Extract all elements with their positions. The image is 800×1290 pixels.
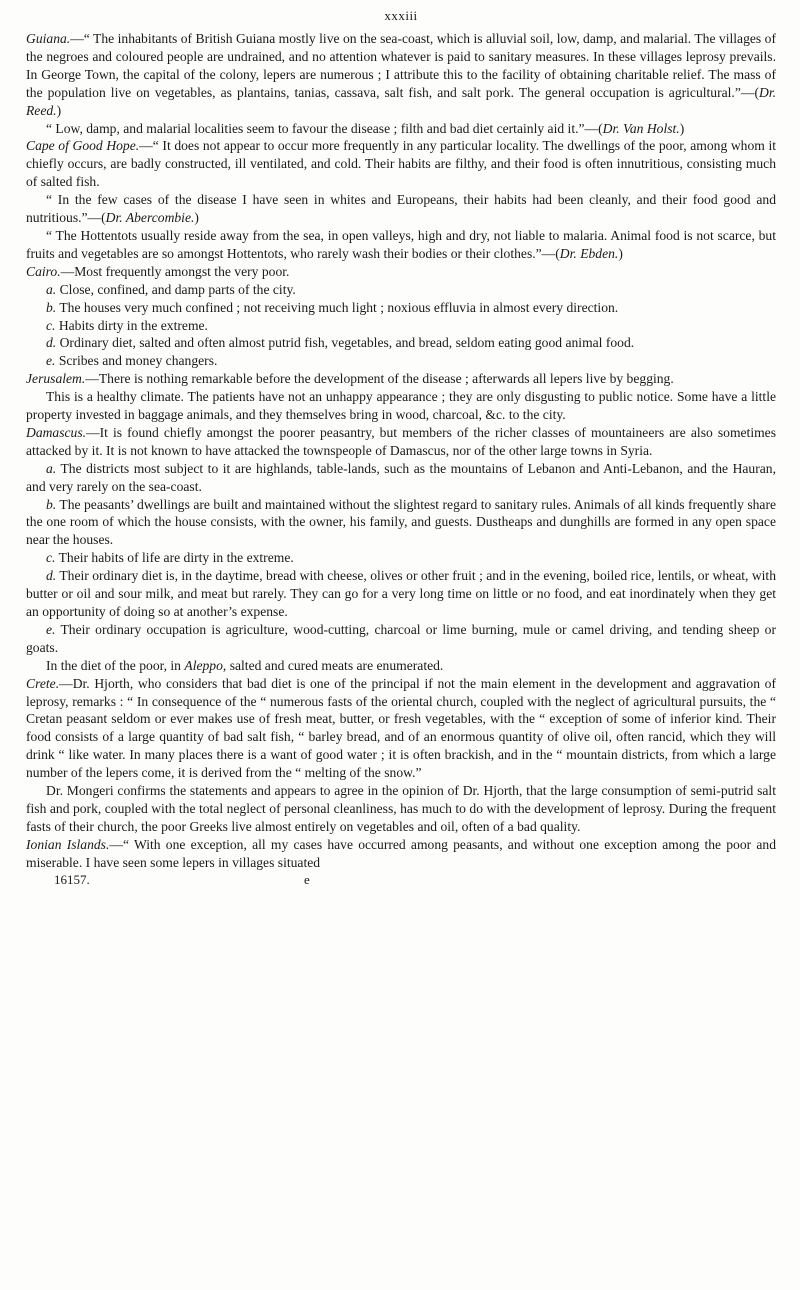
page-number: xxxiii — [384, 8, 418, 23]
place-heading: Guiana. — [26, 31, 71, 46]
paragraph — [26, 299, 776, 317]
paragraph-text: —“ The inhabitants of British Guiana mostly live on the sea-coast, which is alluvial soil, low, damp, and malarial. The villages of the negroes and coloured people are undrained, and no attention whatever is paid to sanitary measures. In these villages leprosy prevails. In George Town, the capital of the colony, lepers are numerous ; I attribute this to the facility of obtaining charitable relief. The mass of the population live on vegetables, as plantains, tanias, cassava, salt fish, and salt pork. The general occupation is agricultural.”—( — [26, 31, 776, 100]
place-heading: Jerusalem. — [26, 371, 86, 387]
body-text — [26, 30, 776, 872]
author-citation: Dr. Van Holst. — [602, 120, 680, 136]
place-heading: Crete. — [26, 675, 60, 691]
paragraph — [26, 549, 776, 567]
place-heading: Cape of Good Hope. — [26, 138, 140, 154]
author-citation: Dr. Abercombie. — [105, 210, 195, 226]
item-label: b. — [46, 299, 57, 315]
page-footer — [26, 872, 776, 888]
paragraph — [26, 352, 776, 370]
place-name: Aleppo — [184, 657, 223, 673]
place-heading: Damascus. — [26, 424, 87, 440]
paragraph-text: Their ordinary diet is, in the daytime, bread with cheese, olives or other fruit ; and in the evening, boiled rice, lentils, or wheat, with butter or oil and sour milk, and meat but rarely. They can go for a very long time on little or no food, and eat inordinately when they get an opportunity of doing so at another’s expense. — [26, 568, 776, 619]
place-heading: Ionian Islands. — [26, 836, 110, 852]
paragraph-text: Ordinary diet, salted and often almost putrid fish, vegetables, and bread, seldom eating good animal food. — [56, 335, 635, 351]
item-label: b. — [46, 496, 57, 512]
item-label: c. — [46, 550, 56, 566]
paragraph — [26, 388, 776, 424]
paragraph-text: The houses very much confined ; not receiving much light ; noxious effluvia in almost every direction. — [56, 299, 619, 315]
paragraph — [26, 836, 776, 872]
citation-close: ) — [679, 120, 685, 136]
paragraph — [26, 227, 776, 263]
item-label: e. — [46, 353, 56, 369]
paragraph-text: In the diet of the poor, in — [46, 657, 185, 673]
paragraph — [26, 782, 776, 836]
paragraph-text: This is a healthy climate. The patients have not an unhappy appearance ; they are only disgusting to public notice. Some have a little property invested in baggage animals, and they themselves bring in wood, charcoal, &c. to the city. — [26, 389, 776, 423]
paragraph-text: —Most frequently amongst the very poor. — [60, 263, 290, 279]
paragraph-text: —Dr. Hjorth, who considers that bad diet is one of the principal if not the main element in the development and aggravation of leprosy, remarks : “ In consequence of the “ numerous fasts of the oriental church, coupled with the neglect of agricultural pursuits, the “ Cretan peasant seldom or ever makes use of fresh meat, butter, or fresh vegetables, with the “ exception of some of inferior kind. Their food consists of a large quantity of bad salt fish, “ barley bread, and of an enormous quantity of olive oil, often rancid, which they will drink “ like water. In many places there is a want of good water ; it is often brackish, and in the “ mountain districts, from which a large number of the lepers come, it is derived from the “ melting of the snow.” — [26, 675, 776, 781]
paragraph-text: Their ordinary occupation is agriculture, wood-cutting, charcoal or lime burning, mule or camel driving, and tending sheep or goats. — [26, 621, 776, 655]
item-label: d. — [46, 335, 57, 351]
printer-code: 16157. — [54, 871, 90, 887]
paragraph-text: “ The Hottentots usually reside away from the sea, in open valleys, high and dry, not liable to malaria. Animal food is not scarce, but fruits and vegetables are so amongst Hottentots, who rarely wash their bodies or their clothes.”—( — [26, 227, 776, 261]
paragraph-text: Close, confined, and damp parts of the city. — [56, 281, 296, 297]
paragraph — [26, 281, 776, 299]
paragraph-text: “ In the few cases of the disease I have seen in whites and Europeans, their habits had been cleanly, and their food good and nutritious.”—( — [26, 192, 776, 226]
author-citation: Dr. Ebden. — [559, 245, 619, 261]
paragraph — [26, 567, 776, 621]
paragraph — [26, 496, 776, 550]
paragraph-text: —It is found chiefly amongst the poorer peasantry, but members of the richer classes of mountaineers are also sometimes attacked by it. It is not known to have attacked the townspeople of Damascus, nor of the other large towns in Syria. — [26, 424, 776, 458]
paragraph — [26, 263, 776, 281]
paragraph — [26, 191, 776, 227]
paragraph-text: —There is nothing remarkable before the development of the disease ; afterwards all lepers live by begging. — [85, 371, 674, 387]
item-label: e. — [46, 621, 56, 637]
item-label: d. — [46, 568, 57, 584]
paragraph — [26, 370, 776, 388]
author-citation: Dr. Reed. — [26, 84, 776, 118]
item-label: a. — [46, 281, 57, 297]
paragraph-text: —“ With one exception, all my cases have occurred among peasants, and without one exception among the poor and miserable. I have seen some lepers in villages situated — [26, 836, 777, 870]
paragraph — [26, 621, 776, 657]
paragraph-text: Scribes and money changers. — [55, 353, 218, 369]
place-heading: Cairo. — [26, 263, 61, 279]
citation-close: ) — [618, 245, 623, 261]
paragraph — [26, 317, 776, 335]
paragraph-text: “ Low, damp, and malarial localities seem to favour the disease ; filth and bad diet certainly aid it.”—( — [46, 120, 603, 136]
paragraph-text: Dr. Mongeri confirms the statements and appears to agree in the opinion of Dr. Hjorth, that the large consumption of semi-putrid salt fish and pork, coupled with the total neglect of personal cleanliness, has much to do with the development of leprosy. During the frequent fasts of their church, the poor Greeks live almost entirely on vegetables and oil, often of a bad quality. — [26, 783, 776, 834]
paragraph — [26, 424, 776, 460]
paragraph — [26, 675, 776, 782]
paragraph — [26, 137, 776, 191]
paragraph-text: The peasants’ dwellings are built and maintained without the slightest regard to sanitary rules. Animals of all kinds frequently share the one room of which the house consists, with the owner, his family, and guests. Dustheaps and dunghills are formed in any open space near the houses. — [26, 496, 776, 548]
paragraph-text: , salted and cured meats are enumerated. — [222, 657, 444, 673]
citation-close: ) — [194, 210, 199, 226]
paragraph-text: The districts most subject to it are highlands, table-lands, such as the mountains of Lebanon and Anti-Lebanon, and the Hauran, and very rarely on the sea-coast. — [26, 460, 776, 494]
paragraph-text: —“ It does not appear to occur more frequently in any particular locality. The dwellings of the poor, among whom it chiefly occurs, are badly constructed, ill ventilated, and cold. Their habits are filthy, and their food is often innutritious, consisting much of salted fish. — [26, 138, 777, 190]
item-label: a. — [46, 460, 57, 476]
paragraph — [26, 30, 776, 120]
paragraph-text: Their habits of life are dirty in the extreme. — [55, 550, 294, 566]
paragraph — [26, 120, 776, 138]
signature-mark: e — [304, 871, 310, 887]
paragraph — [26, 460, 776, 496]
citation-close: ) — [56, 102, 62, 118]
paragraph — [26, 334, 776, 352]
paragraph — [26, 657, 776, 675]
item-label: c. — [46, 317, 56, 333]
paragraph-text: Habits dirty in the extreme. — [55, 317, 208, 333]
